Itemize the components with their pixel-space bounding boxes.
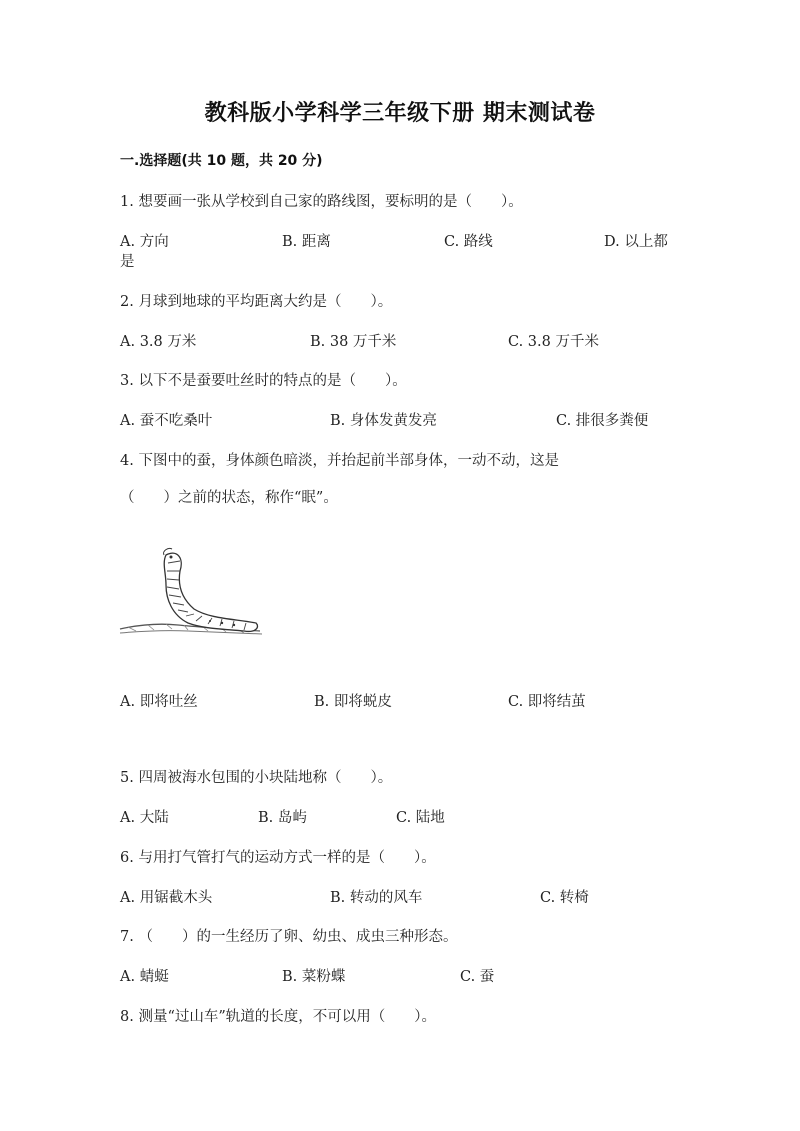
page-title: 教科版小学科学三年级下册 期末测试卷 xyxy=(204,101,596,126)
q6-option-a: A. 用锯截木头 xyxy=(120,890,213,906)
q1-option-c: C. 路线 xyxy=(444,234,493,250)
silkworm-illustration xyxy=(118,545,264,637)
q5-option-a: A. 大陆 xyxy=(120,810,169,826)
q3-option-c: C. 排很多粪便 xyxy=(556,413,649,429)
q5-option-c: C. 陆地 xyxy=(396,810,445,826)
q1-option-d-wrap: 是 xyxy=(120,254,135,270)
question-2: 2. 月球到地球的平均距离大约是（ ）。 xyxy=(120,294,393,310)
q3-option-a: A. 蚕不吃桑叶 xyxy=(120,413,213,429)
question-3: 3. 以下不是蚕要吐丝时的特点的是（ ）。 xyxy=(120,373,407,389)
q2-option-a: A. 3.8 万米 xyxy=(120,334,197,350)
question-7: 7. （ ）的一生经历了卵、幼虫、成虫三种形态。 xyxy=(120,929,458,945)
q6-option-c: C. 转椅 xyxy=(540,890,589,906)
question-5: 5. 四周被海水包围的小块陆地称（ ）。 xyxy=(120,770,393,786)
question-8: 8. 测量“过山车”轨道的长度，不可以用（ ）。 xyxy=(120,1009,437,1025)
q7-option-c: C. 蚕 xyxy=(460,969,495,985)
question-4: 4. 下图中的蚕，身体颜色暗淡，并抬起前半部身体，一动不动，这是 xyxy=(120,453,559,469)
q4-option-b: B. 即将蜕皮 xyxy=(314,694,392,710)
q6-option-b: B. 转动的风车 xyxy=(330,890,423,906)
q1-option-a: A. 方向 xyxy=(120,234,169,250)
question-4-line-2: （ ）之前的状态，称作“眠”。 xyxy=(120,490,338,506)
q2-option-b: B. 38 万千米 xyxy=(310,334,397,350)
q1-option-b: B. 距离 xyxy=(282,234,331,250)
q5-option-b: B. 岛屿 xyxy=(258,810,307,826)
section-heading: 一.选择题(共 10 题，共 20 分) xyxy=(120,153,323,169)
q7-option-a: A. 蜻蜓 xyxy=(120,969,169,985)
q4-option-a: A. 即将吐丝 xyxy=(120,694,198,710)
q1-option-d: D. 以上都 xyxy=(604,234,668,250)
question-1: 1. 想要画一张从学校到自己家的路线图，要标明的是（ ）。 xyxy=(120,194,523,210)
q2-option-c: C. 3.8 万千米 xyxy=(508,334,599,350)
q7-option-b: B. 菜粉蝶 xyxy=(282,969,346,985)
q3-option-b: B. 身体发黄发亮 xyxy=(330,413,437,429)
q4-option-c: C. 即将结茧 xyxy=(508,694,586,710)
question-6: 6. 与用打气管打气的运动方式一样的是（ ）。 xyxy=(120,850,436,866)
